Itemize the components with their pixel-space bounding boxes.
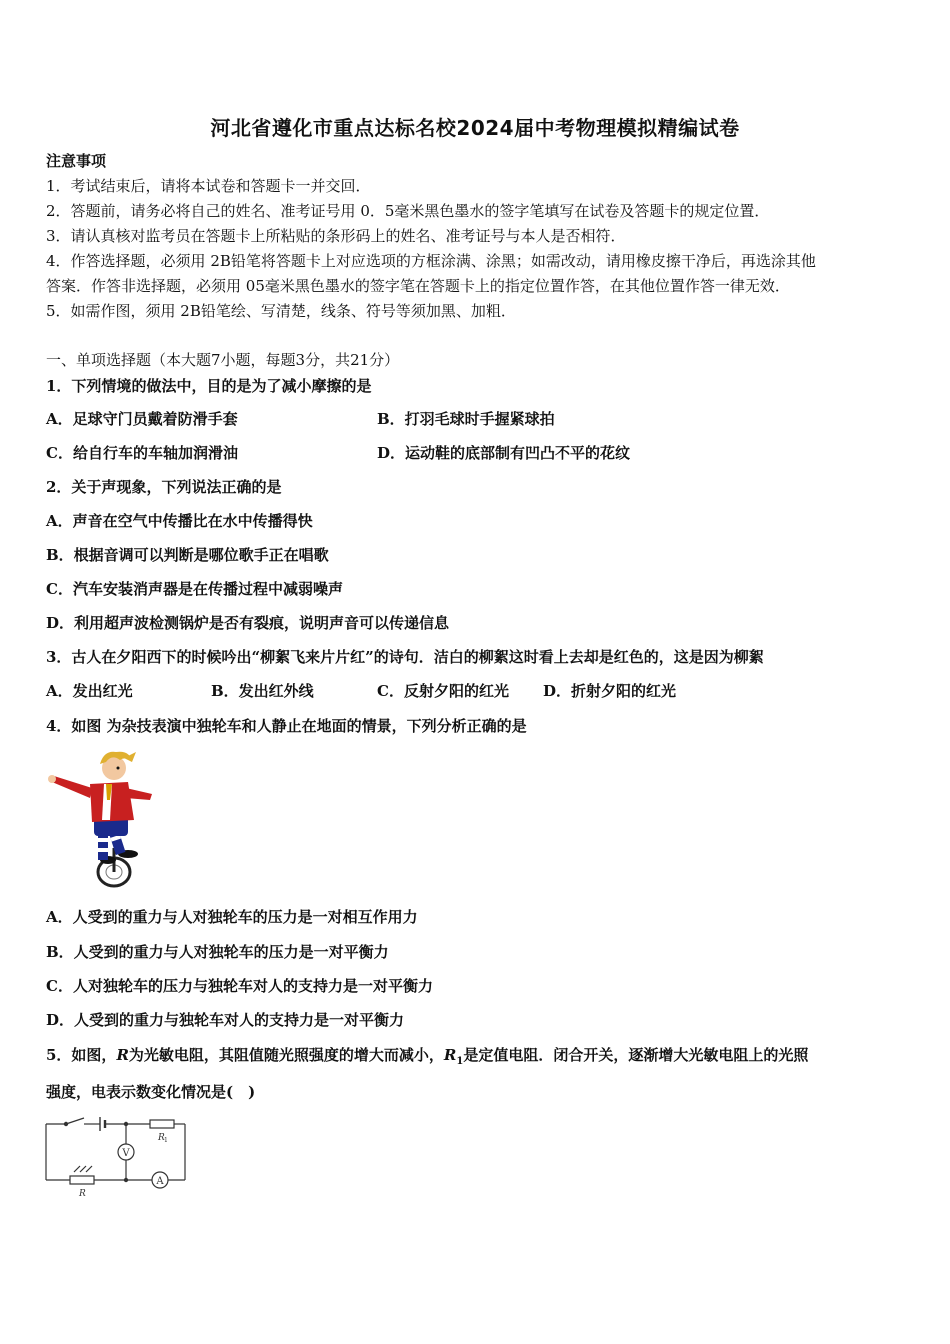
q1-option-d: D．运动鞋的底部制有凹凸不平的花纹 — [377, 444, 631, 462]
notice-heading: 注意事项 — [46, 152, 107, 170]
q4-option-b: B．人受到的重力与人对独轮车的压力是一对平衡力 — [46, 943, 389, 961]
notice-item: 3．请认真核对监考员在答题卡上所粘贴的条形码上的姓名、准考证号与本人是否相符． — [46, 227, 626, 245]
q2-option-b: B．根据音调可以判断是哪位歌手正在唱歌 — [46, 546, 329, 564]
question-2-stem: 2．关于声现象，下列说法正确的是 — [46, 478, 282, 496]
q4-option-a: A．人受到的重力与人对独轮车的压力是一对相互作用力 — [46, 908, 418, 926]
ammeter-label: A — [156, 1176, 164, 1187]
r-label: R — [79, 1189, 86, 1199]
page-title: 河北省遵化市重点达标名校2024届中考物理模拟精编试卷 — [210, 116, 740, 140]
q2-option-c: C．汽车安装消声器是在传播过程中减弱噪声 — [46, 580, 343, 598]
q5-num: 5．如图， — [46, 1046, 117, 1064]
question-1-stem: 1．下列情境的做法中，目的是为了减小摩擦的是 — [46, 377, 372, 395]
section-heading: 一、单项选择题（本大题7小题，每题3分，共21分） — [46, 351, 400, 369]
notice-item: 答案．作答非选择题，必须用 05毫米黑色墨水的签字笔在答题卡上的指定位置作答，在其他位置作答一律无效． — [46, 277, 790, 295]
q1-option-b: B．打羽毛球时手握紧球拍 — [377, 410, 555, 428]
question-4-stem: 4．如图 为杂技表演中独轮车和人静止在地面的情景，下列分析正确的是 — [46, 717, 527, 735]
q3-option-d: D．折射夕阳的红光 — [543, 682, 677, 700]
notice-item: 2．答题前，请务必将自己的姓名、准考证号用 0．5毫米黑色墨水的签字笔填写在试卷及答题卡的规定位置． — [46, 202, 770, 220]
q2-option-a: A．声音在空气中传播比在水中传播得快 — [46, 512, 313, 530]
q5-r1-symbol: R — [443, 1046, 457, 1064]
question-5-line2: 强度，电表示数变化情况是( ) — [46, 1083, 256, 1101]
question-3-stem: 3．古人在夕阳西下的时候吟出“柳絮飞来片片红”的诗句．洁白的柳絮这时看上去却是红色的，这是因为柳絮 — [46, 648, 764, 666]
question-5-stem — [46, 1045, 808, 1072]
q5-r-symbol: R — [116, 1046, 129, 1064]
q4-option-d: D．人受到的重力与独轮车对人的支持力是一对平衡力 — [46, 1011, 405, 1029]
q3-option-b: B．发出红外线 — [211, 682, 314, 700]
notice-item: 4．作答选择题，必须用 2B铅笔将答题卡上对应选项的方框涂满、涂黑；如需改动，请用橡皮擦干净后，再选涂其他 — [46, 252, 816, 270]
q1-option-c: C．给自行车的车轴加润滑油 — [46, 444, 238, 462]
circuit-diagram — [40, 1112, 200, 1202]
r1-label: R — [158, 1133, 165, 1143]
notice-item: 1．考试结束后，请将本试卷和答题卡一并交回． — [46, 177, 371, 195]
voltmeter-label: V — [122, 1148, 130, 1159]
q3-option-a: A．发出红光 — [46, 682, 133, 700]
q5-tail: 是定值电阻．闭合开关，逐渐增大光敏电阻上的光照 — [463, 1046, 809, 1064]
q4-option-c: C．人对独轮车的压力与独轮车对人的支持力是一对平衡力 — [46, 977, 433, 995]
r1-label-sub: 1 — [164, 1137, 168, 1144]
unicycle-clown-figure — [46, 748, 156, 890]
q1-option-a: A．足球守门员戴着防滑手套 — [46, 410, 238, 428]
q3-option-c: C．反射夕阳的红光 — [377, 682, 509, 700]
q5-mid: 为光敏电阻，其阻值随光照强度的增大而减小， — [128, 1046, 444, 1064]
notice-item: 5．如需作图，须用 2B铅笔绘、写清楚，线条、符号等须加黑、加粗． — [46, 302, 516, 320]
q2-option-d: D．利用超声波检测锅炉是否有裂痕，说明声音可以传递信息 — [46, 614, 450, 632]
q5-r1-subscript: 1 — [456, 1056, 464, 1067]
